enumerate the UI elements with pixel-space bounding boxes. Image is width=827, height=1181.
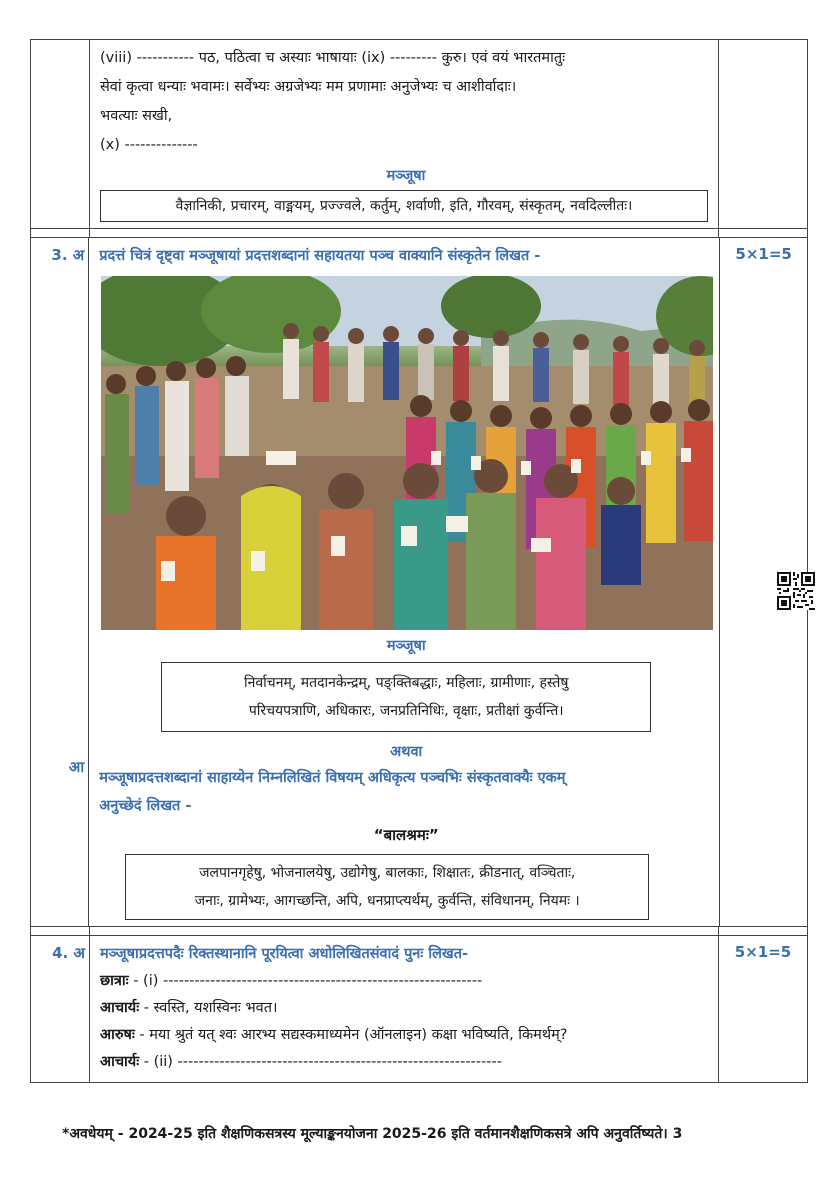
question-3-topic: “बालश्रमः” xyxy=(373,826,439,844)
dialogue-speaker: छात्राः xyxy=(100,973,129,989)
manjusha-box: वैज्ञानिकी, प्रचारम्, वाङ्मयम्, प्रज्ज्वले, कर्तुम्, शर्वाणी, इति, गौरवम्, संस्कृतम्, नवदिल्लीतः। xyxy=(100,190,708,222)
row-question-4 xyxy=(31,936,807,1082)
dialogue-speaker: आचार्यः xyxy=(100,1054,140,1070)
letter-line-1: (viii) ----------- पठ, पठित्वा च अस्याः भाषायाः (ix) --------- कुरु। एवं वयं भारतमातुः xyxy=(100,50,566,66)
dialogue-line xyxy=(100,1022,712,1049)
question-4-body xyxy=(90,936,719,1082)
dialogue-line xyxy=(100,995,712,1022)
voters-queue-illustration xyxy=(101,276,713,630)
question-3-alt-manjusha-line-1: जलपानगृहेषु, भोजनालयेषु, उद्योगेषु, बालकाः, शिक्षातः, क्रीडनात्, वञ्चिताः, xyxy=(199,865,576,881)
qr-code-icon[interactable] xyxy=(777,572,815,610)
question-number-cell xyxy=(31,936,90,1082)
question-number-cell xyxy=(31,238,89,926)
question-3-manjusha-title: मञ्जूषा xyxy=(386,638,426,654)
row-spacer xyxy=(31,229,807,238)
letter-line-3: भवत्याः सखी, xyxy=(100,108,173,124)
manjusha-title: मञ्जूषा xyxy=(386,168,426,184)
dialogue-line xyxy=(100,1049,712,1076)
question-3-marks: 5×1=5 xyxy=(735,245,792,263)
dialogue-text: - मया श्रुतं यत् श्वः आरभ्य सद्यस्कमाध्यमेन (ऑनलाइन) कक्षा भविष्यति, किमर्थम्? xyxy=(134,1027,568,1043)
question-3-alt-number: आ xyxy=(68,758,85,776)
question-3-alt-instruction-1: मञ्जूषाप्रदत्तशब्दानां साहाय्येन निम्नलिखितं विषयम् अधिकृत्य पञ्चभिः संस्कृतवाक्यैः एकम् xyxy=(99,770,566,786)
question-3-manjusha-line-1: निर्वाचनम्, मतदानकेन्द्रम्, पङ्क्तिबद्धाः, महिलाः, ग्रामीणाः, हस्तेषु xyxy=(244,675,569,691)
letter-line-2: सेवां कृत्वा धन्याः भवामः। सर्वेभ्यः अग्रजेभ्यः मम प्रणामाः अनुजेभ्यः च आशीर्वादाः। xyxy=(100,79,517,95)
question-3-alt-instruction-2: अनुच्छेदं लिखत - xyxy=(99,798,192,814)
dialogue-line xyxy=(100,968,712,995)
question-table xyxy=(30,39,808,1083)
dialogue-speaker: आचार्यः xyxy=(100,1000,140,1016)
question-3-body xyxy=(89,238,720,926)
page-footer: *अवधेयम् - 2024-25 इति शैक्षणिकसत्रस्य मूल्याङ्कनयोजना 2025-26 इति वर्तमानशैक्षणिकसत्रे अपि अनुवर्तिष्यते। 3 xyxy=(62,1126,683,1142)
voters-queue-photo xyxy=(101,276,713,630)
dialogue-text: - (i) ------------------------------------------------------------- xyxy=(128,973,483,989)
letter-body xyxy=(90,40,719,228)
or-label: अथवा xyxy=(390,744,423,760)
dialogue-text: - (ii) -------------------------------------------------------------- xyxy=(139,1054,502,1070)
question-4-number: 4. अ xyxy=(52,944,85,962)
row-question-3 xyxy=(31,238,807,927)
question-number-cell xyxy=(31,40,90,228)
question-3-number: 3. अ xyxy=(51,246,85,264)
question-4-marks: 5×1=5 xyxy=(734,943,792,961)
marks-cell xyxy=(719,40,807,228)
marks-cell xyxy=(719,936,807,1082)
dialogue-speaker: आरुषः xyxy=(100,1027,135,1043)
question-3-instruction: प्रदत्तं चित्रं दृष्ट्वा मञ्जूषायां प्रदत्तशब्दानां सहायतया पञ्च वाक्यानि संस्कृतेन लिखत - xyxy=(99,248,541,264)
row-letter-continuation xyxy=(31,40,807,229)
question-4-instruction: मञ्जूषाप्रदत्तपदैः रिक्तस्थानानि पूरयित्वा अधोलिखितसंवादं पुनः लिखत- xyxy=(100,946,469,962)
dialogue-text: - स्वस्ति, यशस्विनः भवत। xyxy=(139,1000,278,1016)
question-3-manjusha-line-2: परिचयपत्राणि, अधिकारः, जनप्रतिनिधिः, वृक्षाः, प्रतीक्षां कुर्वन्ति। xyxy=(248,703,564,719)
row-spacer xyxy=(31,927,807,936)
question-3-manjusha-box xyxy=(161,662,651,732)
letter-line-4: (x) -------------- xyxy=(100,137,198,153)
question-3-alt-manjusha-box xyxy=(125,854,649,920)
question-3-alt-manjusha-line-2: जनाः, ग्रामेभ्यः, आगच्छन्ति, अपि, धनप्राप्त्यर्थम्, कुर्वन्ति, संविधानम्, नियमः । xyxy=(194,893,580,909)
